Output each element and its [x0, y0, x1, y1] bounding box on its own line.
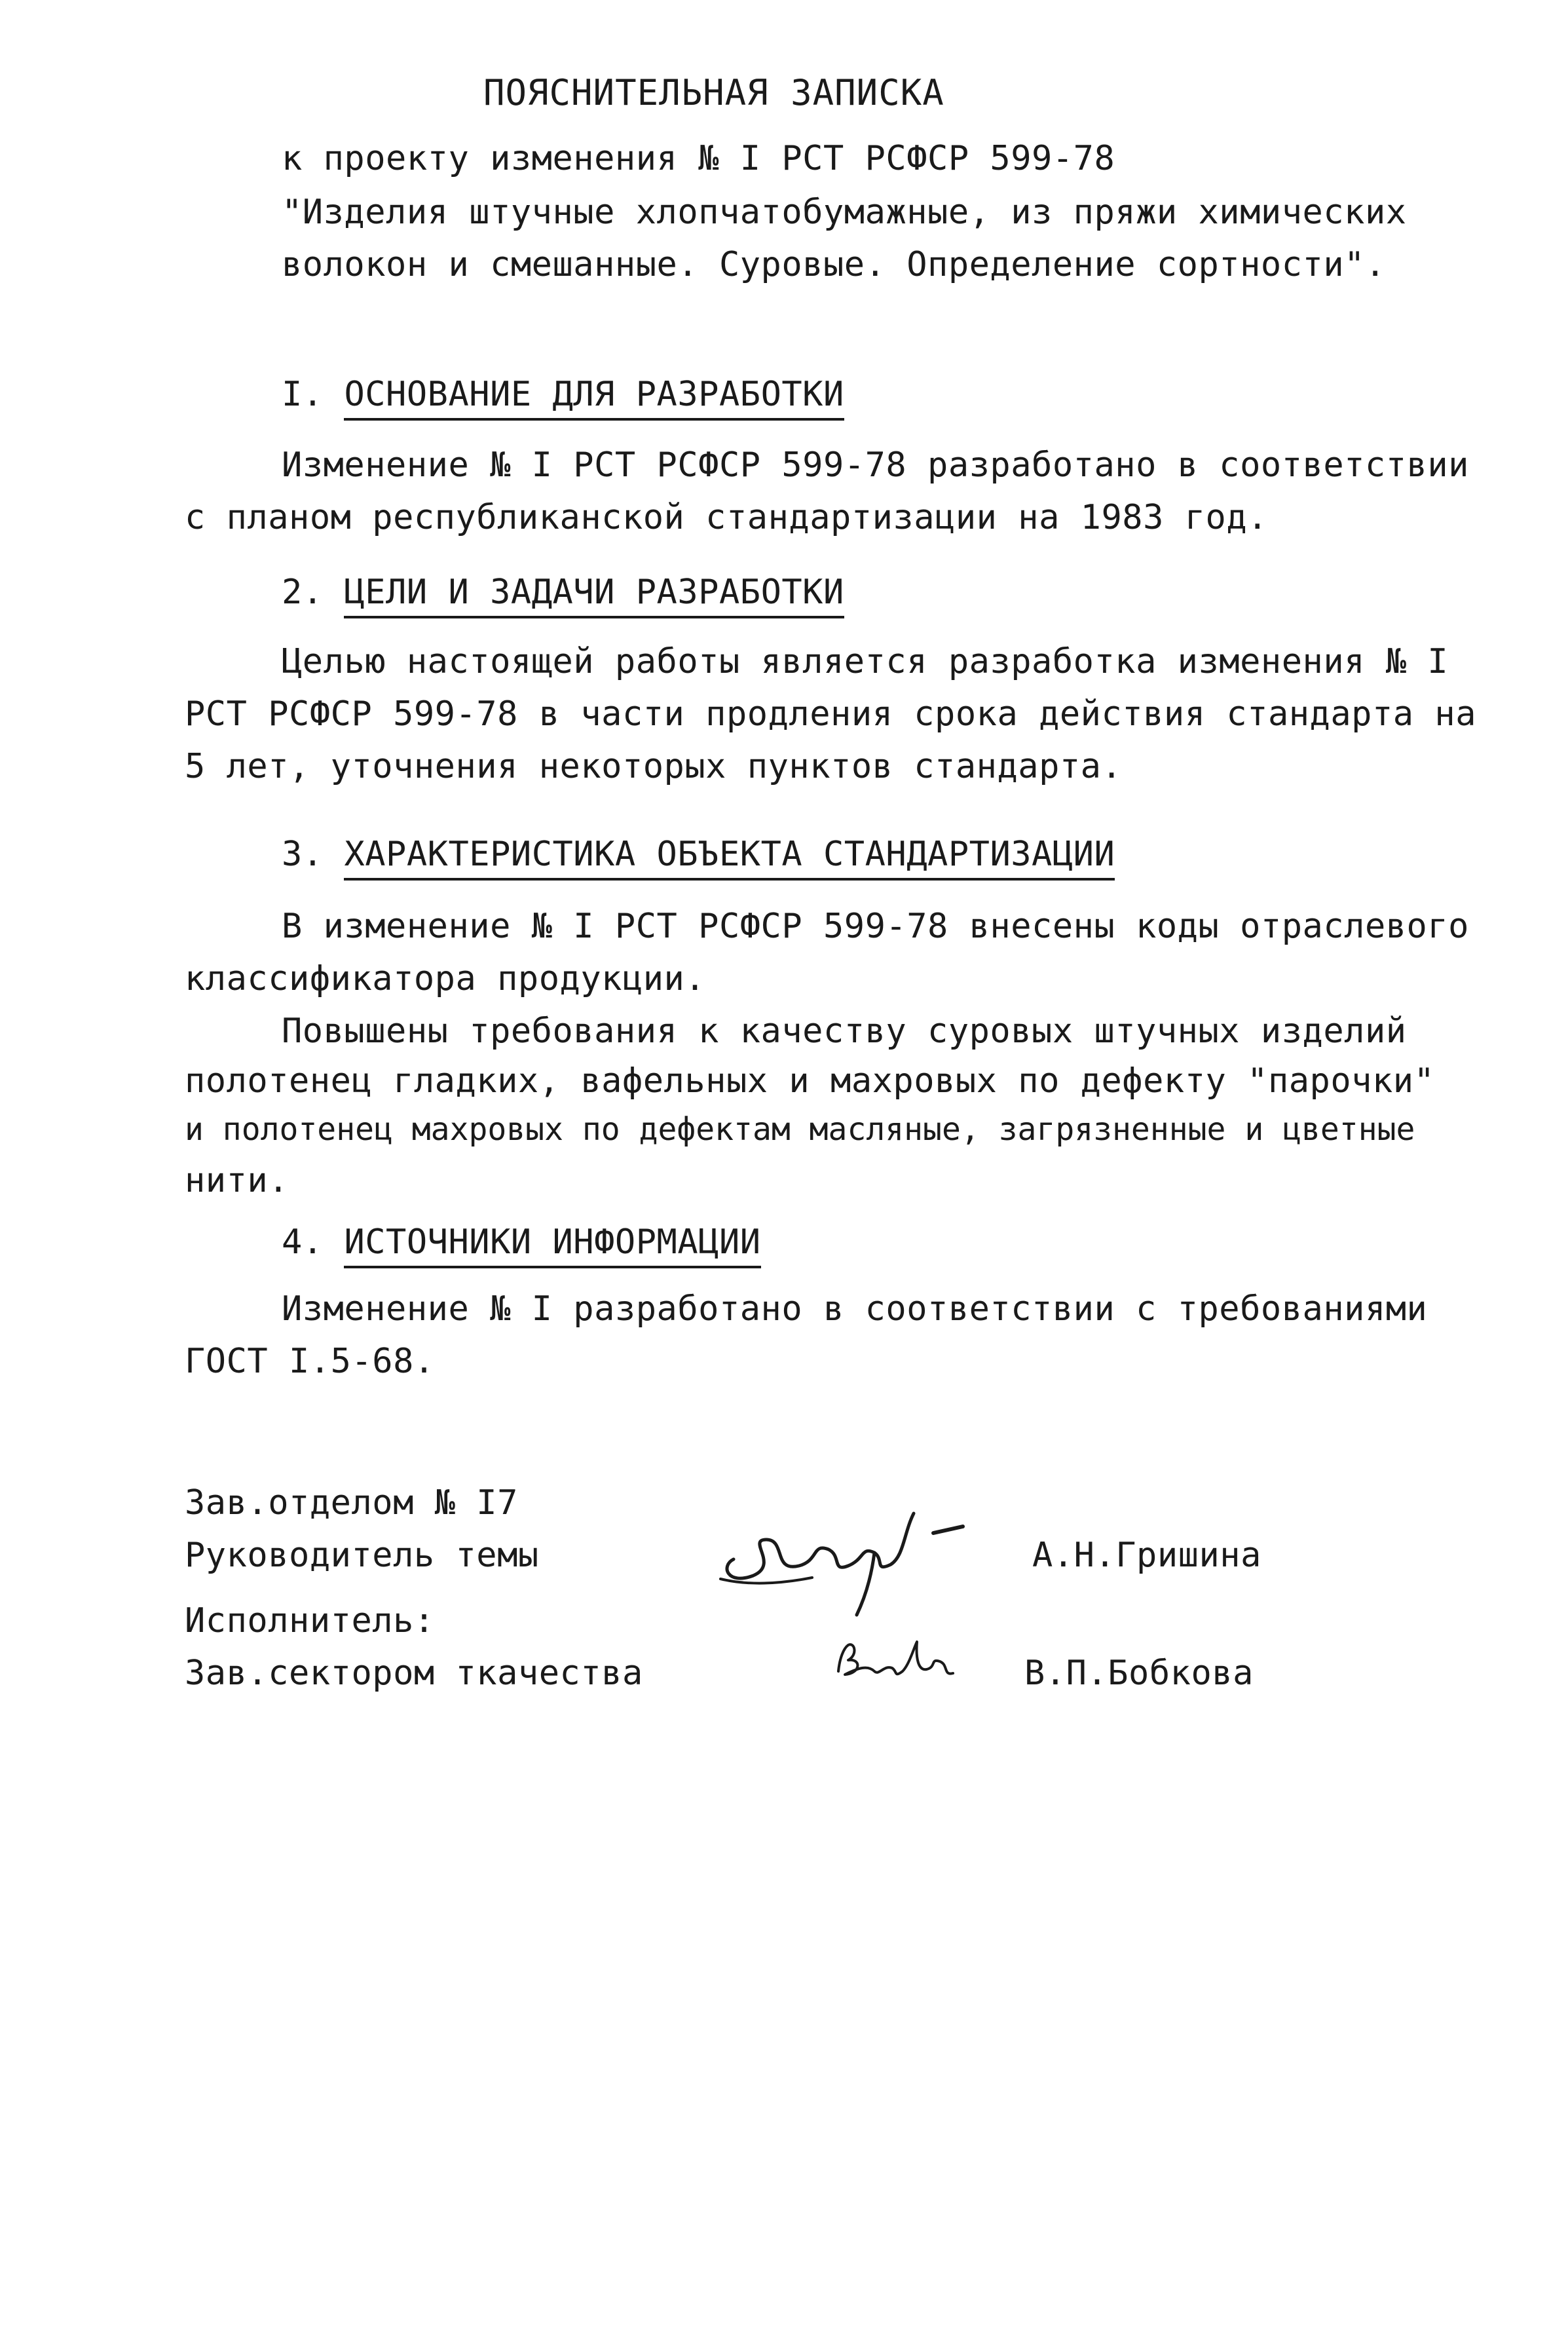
executor-name: В.П.Бобкова	[1024, 1654, 1254, 1693]
section-title: ИСТОЧНИКИ ИНФОРМАЦИИ	[344, 1222, 760, 1268]
head-position-line-1: Зав.отделом № I7	[185, 1483, 518, 1523]
section-4-heading	[282, 1222, 761, 1262]
section-4-line-2: ГОСТ I.5-68.	[185, 1342, 435, 1381]
section-title: ХАРАКТЕРИСТИКА ОБЪЕКТА СТАНДАРТИЗАЦИИ	[344, 835, 1115, 881]
section-3-line-1: В изменение № I РСТ РСФСР 599-78 внесены коды отраслевого	[282, 907, 1469, 946]
head-position-line-2: Руководитель темы	[185, 1536, 539, 1575]
handwritten-signature-head	[707, 1487, 982, 1618]
section-1-line-2: с планом республиканской стандартизации на 1983 год.	[185, 498, 1268, 537]
section-4-line-1: Изменение № I разработано в соответствии с требованиями	[282, 1289, 1428, 1329]
section-3-line-3: Повышены требования к качеству суровых штучных изделий	[282, 1012, 1407, 1051]
section-2-line-3: 5 лет, уточнения некоторых пунктов стандарта.	[185, 747, 1123, 786]
head-name: А.Н.Гришина	[1032, 1536, 1261, 1575]
section-title: ЦЕЛИ И ЗАДАЧИ РАЗРАБОТКИ	[344, 573, 844, 618]
subtitle-line-2: "Изделия штучные хлопчатобумажные, из пряжи химических	[282, 193, 1407, 232]
section-3-line-5: и полотенец махровых по дефектам масляные, загрязненные и цветные	[185, 1111, 1415, 1148]
section-1-heading	[282, 375, 844, 414]
section-3-line-2: классификатора продукции.	[185, 959, 706, 998]
document-title: ПОЯСНИТЕЛЬНАЯ ЗАПИСКА	[483, 72, 944, 113]
subtitle-line-3: волокон и смешанные. Суровые. Определение сортности".	[282, 245, 1386, 284]
handwritten-signature-executor	[832, 1635, 963, 1688]
section-number: 3.	[282, 835, 324, 874]
section-2-line-2: РСТ РСФСР 599-78 в части продления срока действия стандарта на	[185, 694, 1477, 734]
section-title: ОСНОВАНИЕ ДЛЯ РАЗРАБОТКИ	[344, 375, 844, 421]
section-3-heading	[282, 835, 1115, 874]
section-3-line-4: полотенец гладких, вафельных и махровых по дефекту "парочки"	[185, 1061, 1435, 1101]
subtitle-line-1: к проекту изменения № I РСТ РСФСР 599-78	[282, 139, 1115, 178]
section-number: 4.	[282, 1222, 324, 1262]
section-number: I.	[282, 375, 324, 414]
section-number: 2.	[282, 573, 324, 612]
executor-position: Зав.сектором ткачества	[185, 1654, 643, 1693]
section-2-heading	[282, 573, 844, 612]
executor-label: Исполнитель:	[185, 1601, 435, 1640]
section-2-line-1: Целью настоящей работы является разработка изменения № I	[282, 642, 1449, 681]
section-1-line-1: Изменение № I РСТ РСФСР 599-78 разработано в соответствии	[282, 445, 1469, 485]
section-3-line-6: нити.	[185, 1161, 289, 1200]
